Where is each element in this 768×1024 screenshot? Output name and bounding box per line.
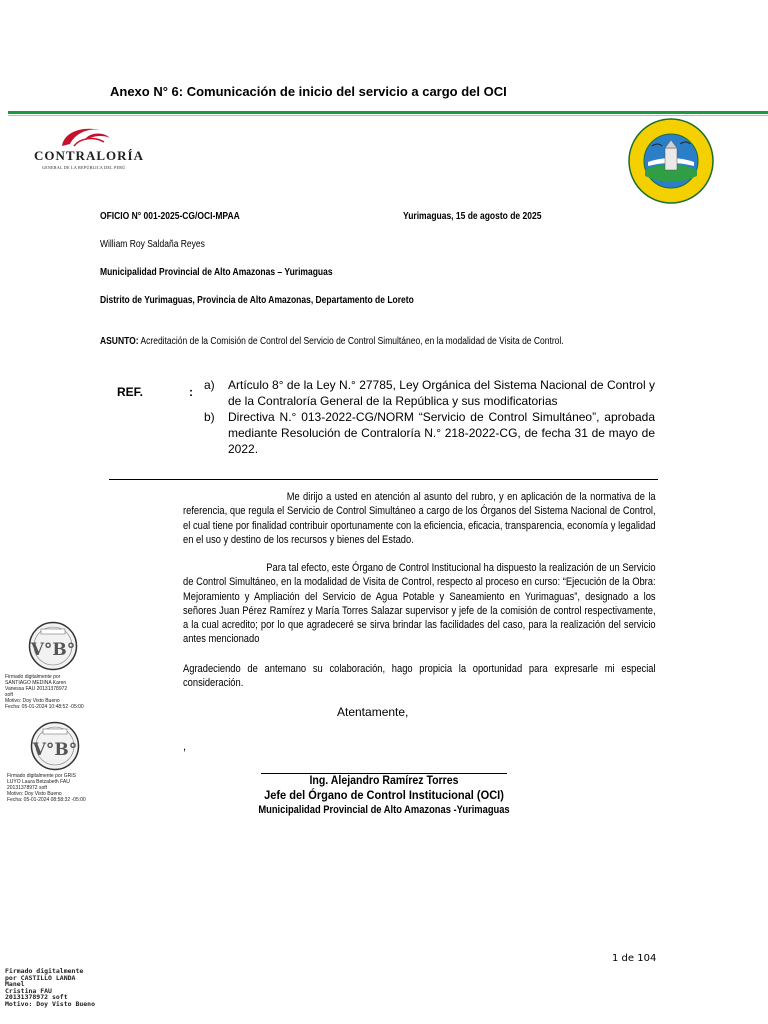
logo-subtitle: GENERAL DE LA REPÚBLICA DEL PERÚ [42, 165, 126, 170]
reference-list [204, 377, 655, 457]
footer-signature-line: Manel [5, 980, 25, 988]
stamp-line: Firmado digitalmente por [5, 674, 61, 680]
signatory-entity: Municipalidad Provincial de Alto Amazonas -Yurimaguas [258, 804, 510, 816]
stamp-line: Fecha: 05-01-2024 08:58:32 -05:00 [7, 797, 86, 803]
footer-signature-line: Cristina FAU [5, 986, 52, 995]
svg-text:V°B°: V°B° [32, 740, 78, 760]
reference-text: Directiva N.° 013-2022-CG/NORM “Servicio de Control Simultáneo”, aprobada mediante Resolución de Contraloría N.° 218-2022-CG, de fecha 31 de mayo de 2022. [228, 410, 655, 456]
footer-signature-line: por CASTILLO LANDA [5, 973, 76, 982]
municipal-seal [628, 118, 714, 204]
oficio-number: OFICIO N° 001-2025-CG/OCI-MPAA [100, 211, 240, 222]
body-paragraph-1: Me dirijo a usted en atención al asunto del rubro, y en aplicación de la normativa de la referencia, que regula el Servicio de Control Simultáneo a cargo de los Órganos del Sistema Nacional de Control, el cual tiene por finalidad contribuir oportunamente con la eficiencia, eficacia, transparencia, economía y legalidad en el uso y destino de los recursos y bienes del Estado. [183, 491, 656, 546]
subject-text: Acreditación de la Comisión de Control del Servicio de Control Simultáneo, en la modalidad de Visita de Control. [140, 336, 564, 347]
annex-title: Anexo N° 6: Comunicación de inicio del servicio a cargo del OCI [110, 84, 507, 99]
stamp-line: 20131378972 soft [7, 785, 48, 791]
reference-item [204, 377, 655, 409]
stamp-line: SANTIAGO MEDINA Karen [5, 680, 67, 686]
comma-mark: , [183, 741, 187, 753]
stamp-line: Motivo: Doy Visto Bueno [7, 791, 62, 797]
recipient-district: Distrito de Yurimaguas, Provincia de Alto Amazonas, Departamento de Loreto [100, 295, 414, 306]
header-divider [8, 111, 768, 114]
recipient-entity: Municipalidad Provincial de Alto Amazonas – Yurimaguas [100, 267, 333, 278]
signatory-name: Ing. Alejandro Ramírez Torres [309, 773, 459, 787]
footer-signature [5, 968, 95, 1007]
stamp-1-text [5, 674, 84, 710]
subject-line [100, 336, 564, 347]
body-paragraph-3-box [183, 662, 656, 692]
body-paragraph-2: Para tal efecto, este Órgano de Control Institucional ha dispuesto la realización de un Servicio de Control Simultáneo, en la modalidad de Visita de Control, respecto al proceso en curso: “Ejecución de la Obra: Mejoramiento y Ampliación del Servicio de Agua Potable y Saneamiento en Yurimaguas”, designado a los señores Juan Pérez Ramírez y María Torres Salazar supervisor y jefe de la comisión de control respectivamente, a la cual acredito; por lo que agradeceré se sirva brindar las facilidades del caso, para la realización del servicio antes mencionado [183, 562, 656, 646]
municipal-seal-icon [628, 118, 714, 204]
body-paragraph-3: Agradeciendo de antemano su colaboración, hago propicia la oportunidad para expresarle mi especial consideración. [183, 663, 656, 690]
contraloria-logo [34, 124, 144, 170]
body-paragraph-1-box [183, 490, 656, 550]
recipient-name: William Roy Saldaña Reyes [100, 239, 205, 250]
svg-text:V°B°: V°B° [30, 640, 76, 660]
body-paragraph-2-box [183, 561, 656, 651]
reference-label: REF. [117, 385, 144, 399]
reference-text: Artículo 8° de la Ley N.° 27785, Ley Orgánica del Sistema Nacional de Control y de la Contraloría General de la República y sus modificatorias [228, 378, 655, 408]
stamp-line: LUYO Laura Betzabeth FAU [7, 779, 70, 785]
contraloria-swoosh-icon [34, 124, 144, 148]
footer-signature-line: Firmado digitalmente [5, 967, 84, 975]
subject-label: ASUNTO: [100, 336, 139, 347]
stamp-line: Vanessa FAU 20131378972 [5, 686, 68, 692]
footer-signature-line: Motivo: Doy Visto Bueno [5, 999, 96, 1008]
logo-name: CONTRALORÍA [34, 148, 144, 163]
signatory-position: Jefe del Órgano de Control Institucional (OCI) [264, 788, 504, 802]
reference-marker: a) [204, 378, 215, 392]
reference-marker: b) [204, 410, 215, 424]
stamp-line: soft [5, 692, 14, 698]
stamp-line: Motivo: Doy Visto Bueno [5, 698, 60, 704]
reference-colon: : [189, 385, 193, 399]
page-number: 1 de 104 [612, 953, 657, 964]
visto-bueno-stamp-icon [28, 621, 78, 676]
stamp-2-text [7, 773, 86, 803]
stamp-line: Fecha: 05-01-2024 10:48:52 -05:00 [5, 704, 84, 710]
closing: Atentamente, [337, 705, 409, 719]
reference-item [204, 409, 655, 457]
section-divider [109, 479, 658, 480]
place-date: Yurimaguas, 15 de agosto de 2025 [403, 211, 542, 222]
footer-signature-line: 20131378972 soft [5, 993, 68, 1001]
visto-bueno-stamp-icon [30, 721, 80, 776]
header-divider-light [8, 115, 768, 116]
stamp-line: Firmado digitalmente por GRIS [7, 773, 76, 779]
